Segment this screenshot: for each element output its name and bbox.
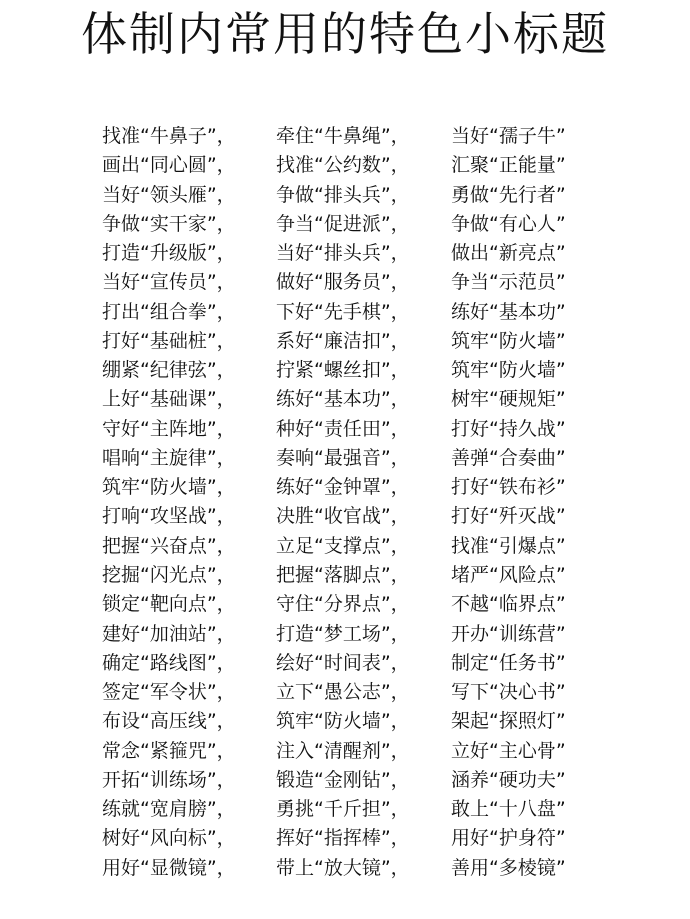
heading-phrase: 立好“主心骨” — [451, 739, 566, 762]
heading-phrase: 常念“紧箍咒”， — [102, 739, 236, 762]
heading-phrase: 开办“训练营” — [451, 622, 566, 645]
heading-phrase: 确定“路线图”， — [102, 651, 236, 674]
heading-phrase: 争当“促进派”， — [276, 212, 410, 235]
list-item — [0, 590, 690, 619]
list-item — [0, 502, 690, 531]
heading-phrase: 当好“排头兵”， — [276, 242, 410, 265]
heading-phrase: 绷紧“纪律弦”， — [102, 359, 236, 382]
heading-phrase: 画出“同心圆”， — [102, 154, 236, 177]
heading-phrase: 打好“歼灭战” — [451, 505, 566, 528]
heading-phrase: 汇聚“正能量” — [451, 154, 566, 177]
heading-phrase: 制定“任务书” — [451, 651, 566, 674]
list-item — [0, 239, 690, 268]
heading-phrase: 树牢“硬规矩” — [451, 388, 566, 411]
heading-phrase: 系好“廉洁扣”， — [276, 329, 410, 352]
heading-phrase: 打好“持久战” — [451, 417, 566, 440]
heading-phrase: 筑牢“防火墙”， — [276, 710, 410, 733]
heading-phrase: 建好“加油站”， — [102, 622, 236, 645]
list-item — [0, 473, 690, 502]
heading-phrase: 争做“有心人” — [451, 212, 566, 235]
heading-phrase: 把握“落脚点”， — [276, 563, 410, 586]
heading-phrase: 勇挑“千斤担”， — [276, 798, 410, 821]
list-item — [0, 385, 690, 414]
list-item — [0, 122, 690, 151]
heading-phrase: 绘好“时间表”， — [276, 651, 410, 674]
heading-phrase: 守好“主阵地”， — [102, 417, 236, 440]
heading-phrase: 拧紧“螺丝扣”， — [276, 359, 410, 382]
heading-phrase: 种好“责任田”， — [276, 417, 410, 440]
heading-phrase: 布设“高压线”， — [102, 710, 236, 733]
list-item — [0, 649, 690, 678]
heading-phrase: 下好“先手棋”， — [276, 300, 410, 323]
heading-list — [0, 122, 690, 883]
heading-phrase: 当好“领头雁”， — [102, 183, 236, 206]
heading-phrase: 找准“牛鼻子”， — [102, 125, 236, 147]
heading-phrase: 争做“实干家”， — [102, 212, 236, 235]
heading-phrase: 打响“攻坚战”， — [102, 505, 236, 528]
heading-phrase: 立下“愚公志”， — [276, 681, 410, 704]
heading-phrase: 争当“示范员” — [451, 271, 566, 294]
heading-phrase: 当好“宣传员”， — [102, 271, 236, 294]
heading-phrase: 把握“兴奋点”， — [102, 534, 236, 557]
list-item — [0, 444, 690, 473]
heading-phrase: 上好“基础课”， — [102, 388, 236, 411]
list-item — [0, 561, 690, 590]
heading-phrase: 练就“宽肩膀”， — [102, 798, 236, 821]
heading-phrase: 筑牢“防火墙”， — [102, 476, 236, 499]
list-item — [0, 268, 690, 297]
heading-phrase: 用好“显微镜”， — [102, 856, 236, 879]
heading-phrase: 练好“基本功”， — [276, 388, 410, 411]
list-item — [0, 356, 690, 385]
heading-phrase: 不越“临界点” — [451, 593, 566, 616]
heading-phrase: 写下“决心书” — [451, 681, 566, 704]
heading-phrase: 善用“多棱镜” — [451, 856, 566, 879]
heading-phrase: 敢上“十八盘” — [451, 798, 566, 821]
heading-phrase: 练好“基本功” — [451, 300, 566, 323]
list-item — [0, 415, 690, 444]
list-item — [0, 824, 690, 853]
heading-phrase: 开拓“训练场”， — [102, 768, 236, 791]
list-item — [0, 678, 690, 707]
heading-phrase: 打造“升级版”， — [102, 242, 236, 265]
list-item — [0, 327, 690, 356]
heading-phrase: 守住“分界点”， — [276, 593, 410, 616]
list-item — [0, 707, 690, 736]
heading-phrase: 找准“公约数”， — [276, 154, 410, 177]
heading-phrase: 打好“铁布衫” — [451, 476, 566, 499]
heading-phrase: 立足“支撑点”， — [276, 534, 410, 557]
list-item — [0, 766, 690, 795]
heading-phrase: 做出“新亮点” — [451, 242, 566, 265]
heading-phrase: 打好“基础桩”， — [102, 329, 236, 352]
list-item — [0, 854, 690, 883]
list-item — [0, 151, 690, 180]
heading-phrase: 锻造“金刚钻”， — [276, 768, 410, 791]
heading-phrase: 争做“排头兵”， — [276, 183, 410, 206]
heading-phrase: 勇做“先行者” — [451, 183, 566, 206]
list-item — [0, 795, 690, 824]
heading-phrase: 涵养“硬功夫” — [451, 768, 566, 791]
list-item — [0, 181, 690, 210]
heading-phrase: 树好“风向标”， — [102, 827, 236, 850]
list-item — [0, 737, 690, 766]
heading-phrase: 架起“探照灯” — [451, 710, 566, 733]
heading-phrase: 找准“引爆点” — [451, 534, 566, 557]
heading-phrase: 练好“金钟罩”， — [276, 476, 410, 499]
heading-phrase: 带上“放大镜”， — [276, 856, 410, 879]
heading-phrase: 善弹“合奏曲” — [451, 446, 566, 469]
heading-phrase: 打造“梦工场”， — [276, 622, 410, 645]
heading-phrase: 用好“护身符” — [451, 827, 566, 850]
heading-phrase: 奏响“最强音”， — [276, 446, 410, 469]
heading-phrase: 锁定“靶向点”， — [102, 593, 236, 616]
heading-phrase: 挖掘“闪光点”， — [102, 563, 236, 586]
heading-phrase: 筑牢“防火墙” — [451, 329, 566, 352]
heading-phrase: 牵住“牛鼻绳”， — [276, 125, 410, 147]
page-title: 体制内常用的特色小标题 — [81, 7, 609, 61]
list-item — [0, 532, 690, 561]
heading-phrase: 堵严“风险点” — [451, 563, 566, 586]
heading-phrase: 打出“组合拳”， — [102, 300, 236, 323]
list-item — [0, 210, 690, 239]
heading-phrase: 签定“军令状”， — [102, 681, 236, 704]
heading-phrase: 筑牢“防火墙” — [451, 359, 566, 382]
heading-phrase: 做好“服务员”， — [276, 271, 410, 294]
list-item — [0, 298, 690, 327]
heading-phrase: 当好“孺子牛” — [451, 125, 566, 147]
heading-phrase: 唱响“主旋律”， — [102, 446, 236, 469]
heading-phrase: 注入“清醒剂”， — [276, 739, 410, 762]
list-item — [0, 620, 690, 649]
heading-phrase: 决胜“收官战”， — [276, 505, 410, 528]
heading-phrase: 挥好“指挥棒”， — [276, 827, 410, 850]
